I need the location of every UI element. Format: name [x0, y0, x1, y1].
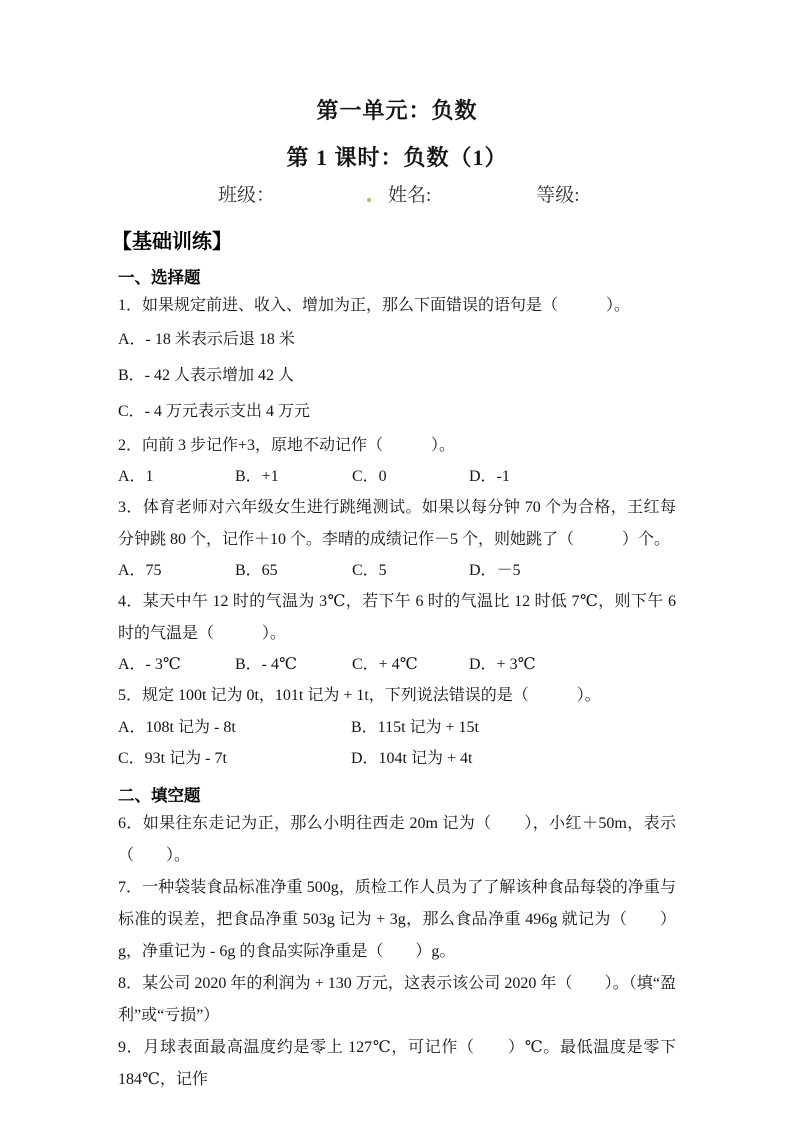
grade-label: 等级: — [536, 185, 580, 206]
class-label: 班级： — [218, 185, 276, 206]
q1-option-b: B．- 42 人表示增加 42 人 — [118, 367, 295, 384]
question-3: 3．体育老师对六年级女生进行跳绳测试。如果以每分钟 70 个为合格，王红每分钟跳 80 个，记作＋10 个。李晴的成绩记作－5 个，则她跳了（ ）个。 — [118, 499, 676, 548]
q4-option-c: C．+ 4℃ — [352, 656, 418, 673]
q2-option-b: B．+1 — [235, 468, 279, 485]
stray-dot-mark — [367, 198, 371, 202]
section-basic-training: 【基础训练】 — [112, 231, 232, 253]
q5-options — [118, 712, 676, 774]
q2-options — [118, 462, 676, 492]
question-8: 8．某公司 2020 年的利润为 + 130 万元，这表示该公司 2020 年（ ）。（填“盈利”或“亏损”） — [118, 975, 676, 1024]
part1-heading: 一、选择题 — [118, 268, 201, 287]
q3-option-d: D．－5 — [469, 562, 521, 579]
student-info-row — [118, 184, 676, 208]
q3-options — [118, 556, 676, 586]
q3-option-b: B．65 — [235, 562, 278, 579]
name-label: 姓名: — [388, 185, 432, 206]
q5-option-b: B．115t 记为 + 15t — [351, 719, 479, 736]
question-7: 7．一种袋装食品标准净重 500g，质检工作人员为了了解该种食品每袋的净重与标准的误差，把食品净重 503g 记为 + 3g，那么食品净重 496g 就记为（ ）g，净重记为 - 6g 的食品实际净重是（ ）g。 — [118, 879, 676, 960]
q1-option-a: A．- 18 米表示后退 18 米 — [118, 331, 295, 348]
q1-options — [118, 322, 676, 430]
question-1: 1．如果规定前进、收入、增加为正，那么下面错误的语句是（ ）。 — [118, 297, 631, 314]
q5-option-c: C．93t 记为 - 7t — [118, 750, 227, 767]
q3-option-a: A．75 — [118, 562, 162, 579]
q4-option-a: A．- 3℃ — [118, 656, 181, 673]
q2-option-c: C．0 — [352, 468, 387, 485]
q5-option-a: A．108t 记为 - 8t — [118, 719, 236, 736]
q2-option-d: D．-1 — [469, 468, 510, 485]
q3-option-c: C．5 — [352, 562, 387, 579]
question-6: 6．如果往东走记为正，那么小明往西走 20m 记为（ ），小红＋50m，表示（ ）。 — [118, 815, 676, 864]
question-4: 4．某天中午 12 时的气温为 3℃，若下午 6 时的气温比 12 时低 7℃，则下午 6 时的气温是（ ）。 — [118, 593, 676, 642]
q5-option-d: D．104t 记为 + 4t — [351, 750, 473, 767]
question-5: 5．规定 100t 记为 0t，101t 记为 + 1t，下列说法错误的是（ ）。 — [118, 687, 601, 704]
q4-option-d: D．+ 3℃ — [469, 656, 536, 673]
part2-heading: 二、填空题 — [118, 786, 201, 805]
q2-option-a: A．1 — [118, 468, 154, 485]
unit-title: 第一单元：负数 — [316, 98, 478, 123]
question-9: 9．月球表面最高温度约是零上 127℃，可记作（ ）℃。最低温度是零下 184℃，记作 — [118, 1039, 676, 1088]
q1-option-c: C．- 4 万元表示支出 4 万元 — [118, 403, 311, 420]
question-2: 2．向前 3 步记作+3，原地不动记作（ ）。 — [118, 437, 456, 454]
q4-options — [118, 650, 676, 680]
q4-option-b: B．- 4℃ — [235, 656, 297, 673]
lesson-title: 第 1 课时：负数（1） — [286, 145, 508, 170]
